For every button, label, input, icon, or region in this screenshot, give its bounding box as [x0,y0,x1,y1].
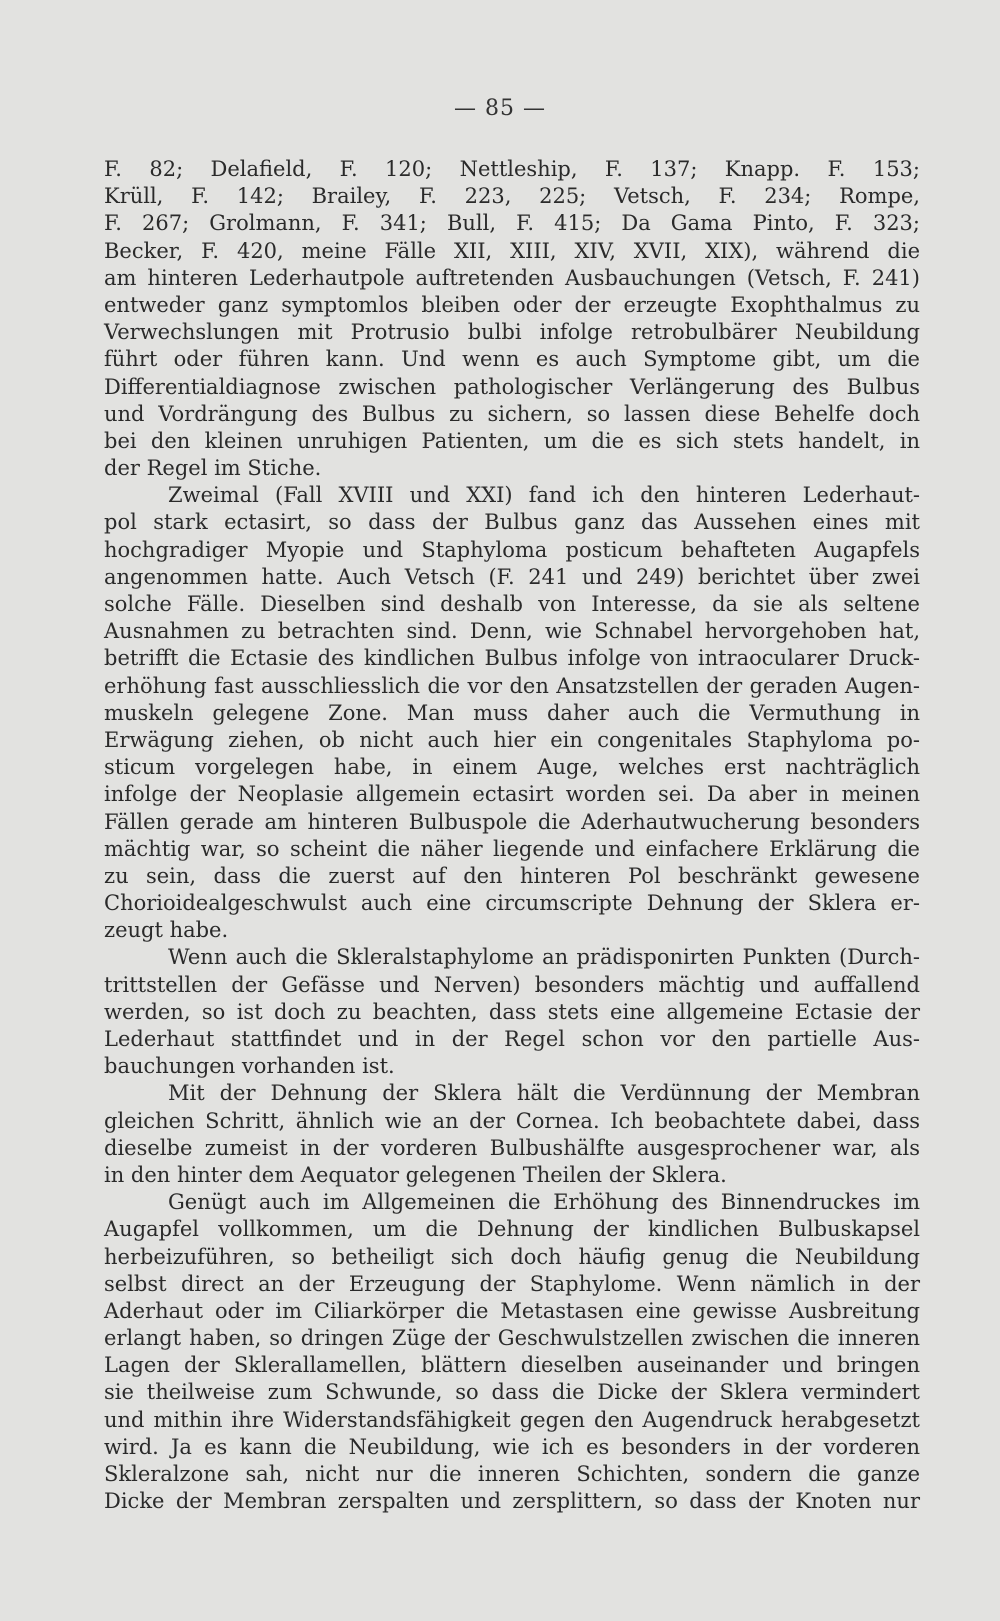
text-line: zu sein, dass die zuerst auf den hinteren Pol beschränkt gewesene [104,863,920,888]
text-line: erhöhung fast ausschliesslich die vor den Ansatzstellen der geraden Augen- [104,673,920,698]
text-line: zeugt habe. [104,918,229,943]
text-line: pol stark ectasirt, so dass der Bulbus ganz das Aussehen eines mit [104,510,920,535]
text-line: Ausnahmen zu betrachten sind. Denn, wie Schnabel hervorgehoben hat, [104,619,920,644]
text-line: Lederhaut stattfindet und in der Regel schon vor den partielle Aus- [104,1027,920,1051]
text-line: herbeizuführen, so betheiligt sich doch häufig genug die Neubildung [104,1244,920,1269]
text-line: bauchungen vorhanden ist. [104,1054,395,1079]
page-number: — 85 — [454,96,546,121]
text-line: führt oder führen kann. Und wenn es auch Symptome gibt, um die [104,347,920,372]
text-line: solche Fälle. Dieselben sind deshalb von Interesse, da sie als seltene [104,592,920,616]
text-line: Mit der Dehnung der Sklera hält die Verdünnung der Membran [168,1081,920,1106]
text-line: entweder ganz symptomlos bleiben oder der erzeugte Exophthalmus zu [104,292,920,317]
text-line: werden, so ist doch zu beachten, dass stets eine allgemeine Ectasie der [104,999,920,1024]
text-line: in den hinter dem Aequator gelegenen Theilen der Sklera. [104,1162,727,1187]
text-line: betrifft die Ectasie des kindlichen Bulbus infolge von intraocularer Druck- [104,646,920,671]
text-line: Zweimal (Fall XVIII und XXI) fand ich den hinteren Lederhaut- [168,483,920,508]
text-line: gleichen Schritt, ähnlich wie an der Cornea. Ich beobachtete dabei, dass [104,1108,920,1133]
text-line: und Vordrängung des Bulbus zu sichern, so lassen diese Behelfe doch [104,401,920,426]
text-line: sticum vorgelegen habe, in einem Auge, welches erst nachträglich [104,755,920,780]
text-line: hochgradiger Myopie und Staphyloma posticum behafteten Augapfels [104,537,920,562]
text-line: mächtig war, so scheint die näher liegende und einfachere Erklärung die [104,836,920,861]
text-line: am hinteren Lederhautpole auftretenden Ausbauchungen (Vetsch, F. 241) [104,265,920,290]
text-line: F. 267; Grolmann, F. 341; Bull, F. 415; Da Gama Pinto, F. 323; [104,211,920,236]
text-line: F. 82; Delafield, F. 120; Nettleship, F. 137; Knapp. F. 153; [104,157,920,181]
text-line: erlangt haben, so dringen Züge der Geschwulstzellen zwischen die inneren [104,1326,920,1351]
text-line: Skleralzone sah, nicht nur die inneren Schichten, sondern die ganze [104,1462,920,1486]
text-line: sie theilweise zum Schwunde, so dass die Dicke der Sklera vermindert [104,1380,920,1405]
text-line: Erwägung ziehen, ob nicht auch hier ein congenitales Staphyloma po- [104,727,920,752]
text-line: infolge der Neoplasie allgemein ectasirt worden sei. Da aber in meinen [104,782,920,807]
text-line: Becker, F. 420, meine Fälle XII, XIII, XIV, XVII, XIX), während die [104,238,920,263]
text-line: Dicke der Membran zerspalten und zersplittern, so dass der Knoten nur [104,1489,920,1514]
text-line: angenommen hatte. Auch Vetsch (F. 241 und 249) berichtet über zwei [104,564,920,589]
text-line: Lagen der Sklerallamellen, blättern dieselben auseinander und bringen [104,1353,920,1378]
text-line: Wenn auch die Skleralstaphylome an prädisponirten Punkten (Durch- [168,945,920,970]
text-line: Augapfel vollkommen, um die Dehnung der kindlichen Bulbuskapsel [104,1217,920,1242]
text-line: Verwechslungen mit Protrusio bulbi infolge retrobulbärer Neubildung [104,320,920,345]
text-line: trittstellen der Gefässe und Nerven) besonders mächtig und auffallend [104,972,920,997]
text-line: Fällen gerade am hinteren Bulbuspole die Aderhautwucherung besonders [104,809,920,834]
text-line: und mithin ihre Widerstandsfähigkeit gegen den Augendruck herabgesetzt [104,1407,920,1432]
text-line: Genügt auch im Allgemeinen die Erhöhung des Binnendruckes im [168,1190,920,1215]
text-line: Krüll, F. 142; Brailey, F. 223, 225; Vetsch, F. 234; Rompe, [104,184,920,209]
text-line: Chorioidealgeschwulst auch eine circumscripte Dehnung der Sklera er- [104,891,920,916]
text-line: wird. Ja es kann die Neubildung, wie ich es besonders in der vorderen [104,1434,920,1459]
text-line: Aderhaut oder im Ciliarkörper die Metastasen eine gewisse Ausbreitung [104,1298,920,1323]
text-line: dieselbe zumeist in der vorderen Bulbushälfte ausgesprochener war, als [104,1135,920,1160]
text-line: der Regel im Stiche. [104,456,322,481]
text-line: bei den kleinen unruhigen Patienten, um die es sich stets handelt, in [104,428,920,453]
text-line: muskeln gelegene Zone. Man muss daher auch die Vermuthung in [104,700,920,725]
text-line: Differentialdiagnose zwischen pathologischer Verlängerung des Bulbus [104,374,920,399]
body-text [104,156,920,1515]
text-line: selbst direct an der Erzeugung der Staphylome. Wenn nämlich in der [104,1271,920,1296]
